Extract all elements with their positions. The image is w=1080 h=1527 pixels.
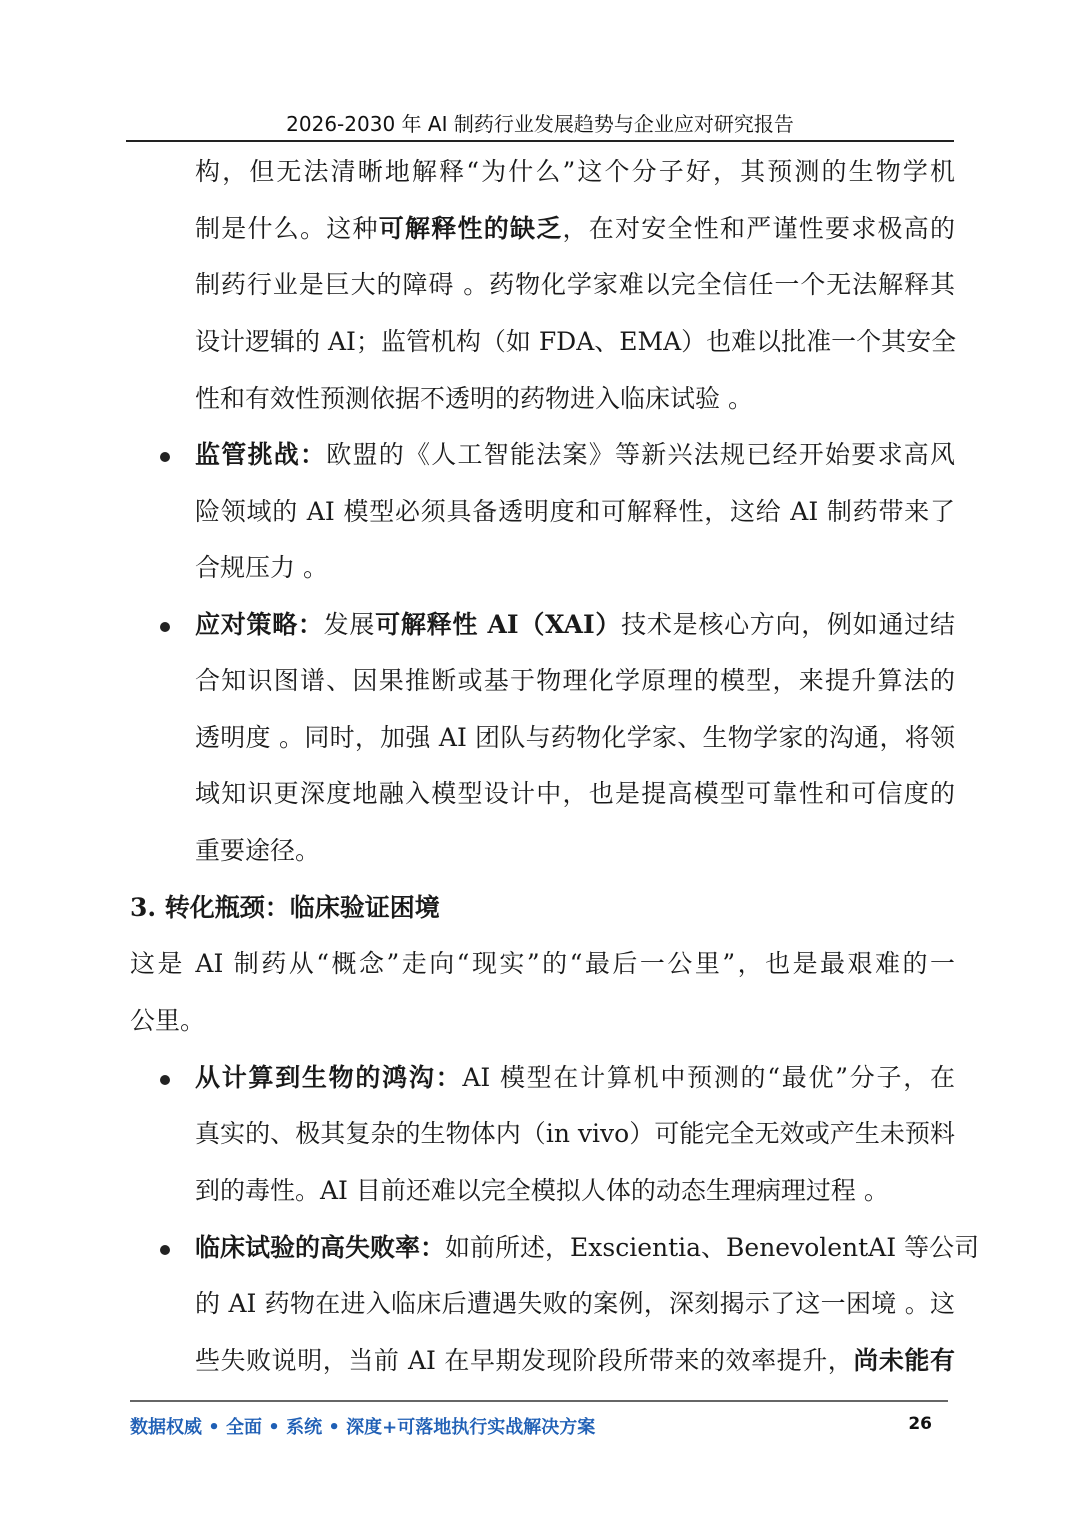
text-run: AI 模型在计算机中预测的“最优”分子，在	[462, 1063, 955, 1092]
bullet-label: 临床试验的高失败率：	[195, 1233, 446, 1262]
text-run: 欧盟的《人工智能法案》等新兴法规已经开始要求高风	[326, 440, 955, 469]
paragraph-line: 这是 AI 制药从“概念”走向“现实”的“最后一公里”，也是最艰难的一	[130, 949, 955, 978]
bullet-line: 透明度 。同时，加强 AI 团队与药物化学家、生物学家的沟通，将领	[195, 723, 955, 752]
paragraph-line: 设计逻辑的 AI；监管机构（如 FDA、EMA）也难以批准一个其安全	[195, 327, 957, 356]
page-header-title: 2026-2030 年 AI 制药行业发展趋势与企业应对研究报告	[286, 112, 794, 136]
footer-slogan: 数据权威 • 全面 • 系统 • 深度+可落地执行实战解决方案	[130, 1417, 596, 1438]
text-run: 制是什么。这种	[195, 214, 379, 243]
emphasis-text: 可解释性的缺乏	[378, 214, 563, 243]
bullet-line: 真实的、极其复杂的生物体内（in vivo）可能完全无效或产生未预料	[195, 1119, 955, 1148]
bullet-line: 合规压力 。	[195, 553, 328, 582]
bullet-line: 合知识图谱、因果推断或基于物理化学原理的模型，来提升算法的	[195, 666, 955, 695]
bullet-line: 重要途径。	[195, 836, 321, 865]
paragraph-line: 公里。	[130, 1006, 206, 1035]
bullet-dot	[160, 1245, 170, 1255]
section-heading: 3. 转化瓶颈：临床验证困境	[130, 893, 440, 922]
bullet-line	[195, 1344, 955, 1378]
bullet-dot	[160, 1075, 170, 1085]
bullet-line	[195, 1061, 955, 1095]
bullet-label: 应对策略：	[195, 610, 324, 639]
footer-divider	[130, 1400, 948, 1402]
bullet-line: 到的毒性。AI 目前还难以完全模拟人体的动态生理病理过程 。	[195, 1176, 889, 1205]
bullet-label: 监管挑战：	[195, 440, 327, 469]
bullet-line: 的 AI 药物在进入临床后遭遇失败的案例，深刻揭示了这一困境 。这	[195, 1289, 955, 1318]
bullet-dot	[160, 622, 170, 632]
text-run: 发展	[323, 610, 376, 639]
header-divider	[126, 140, 954, 142]
paragraph-line: 构，但无法清晰地解释“为什么”这个分子好，其预测的生物学机	[195, 157, 955, 186]
bullet-dot	[160, 452, 170, 462]
bullet-label: 从计算到生物的鸿沟：	[195, 1063, 463, 1092]
emphasis-text: 尚未能有	[853, 1346, 955, 1375]
text-run: 些失败说明，当前 AI 在早期发现阶段所带来的效率提升，	[195, 1346, 854, 1375]
emphasis-text: 可解释性 AI（XAI）	[375, 610, 622, 639]
page-number: 26	[908, 1414, 932, 1434]
bullet-line	[195, 438, 955, 472]
text-run: 如前所述，Exscientia、BenevolentAI 等公司	[445, 1233, 980, 1262]
bullet-line	[195, 1231, 980, 1265]
bullet-line: 险领域的 AI 模型必须具备透明度和可解释性，这给 AI 制药带来了	[195, 497, 955, 526]
bullet-line	[195, 608, 955, 642]
text-run: 技术是核心方向，例如通过结	[621, 610, 955, 639]
paragraph-line	[195, 212, 955, 246]
paragraph-line: 性和有效性预测依据不透明的药物进入临床试验 。	[195, 384, 753, 413]
text-run: ，在对安全性和严谨性要求极高的	[562, 214, 955, 243]
bullet-line: 域知识更深度地融入模型设计中，也是提高模型可靠性和可信度的	[195, 779, 955, 808]
paragraph-line: 制药行业是巨大的障碍 。药物化学家难以完全信任一个无法解释其	[195, 270, 955, 299]
